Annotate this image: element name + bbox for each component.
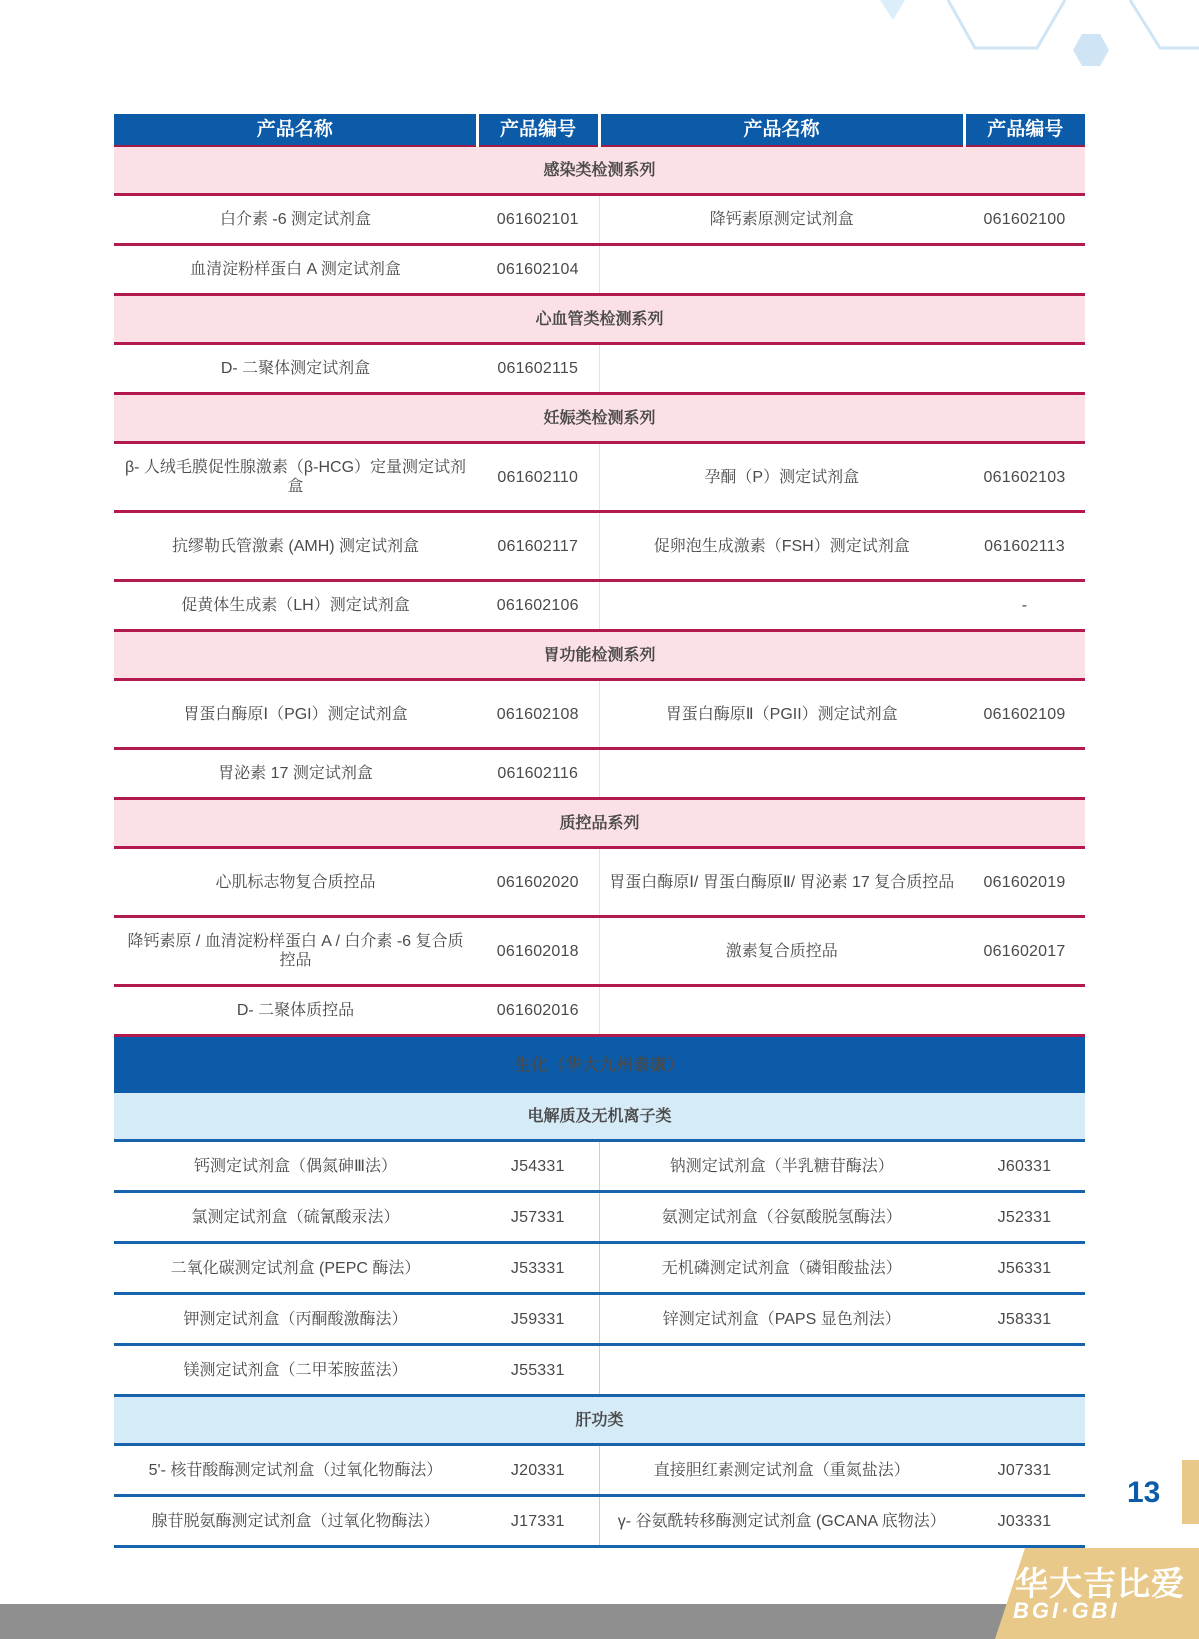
product-code-cell: 061602019 <box>964 848 1085 917</box>
table-header-row <box>114 114 1085 146</box>
product-name-cell: 抗缪勒氏管激素 (AMH) 测定试剂盒 <box>114 512 477 581</box>
product-code-cell <box>964 344 1085 394</box>
product-name-cell: 胃蛋白酶原Ⅰ（PGI）测定试剂盒 <box>114 680 477 749</box>
product-name-cell: 锌测定试剂盒（PAPS 显色剂法） <box>599 1294 964 1345</box>
product-name-cell <box>599 581 964 631</box>
section-header-row <box>114 799 1085 848</box>
section-title: 心血管类检测系列 <box>114 295 1085 344</box>
product-name-cell <box>599 986 964 1036</box>
table-row <box>114 1141 1085 1192</box>
product-code-cell: 061602020 <box>477 848 599 917</box>
product-name-cell: 心肌标志物复合质控品 <box>114 848 477 917</box>
product-code-cell: J60331 <box>964 1141 1085 1192</box>
section-header-row <box>114 295 1085 344</box>
product-name-cell <box>599 245 964 295</box>
product-code-cell: J56331 <box>964 1243 1085 1294</box>
product-name-cell: 二氧化碳测定试剂盒 (PEPC 酶法） <box>114 1243 477 1294</box>
table-row <box>114 749 1085 799</box>
section-header-row <box>114 631 1085 680</box>
table-row <box>114 245 1085 295</box>
product-code-cell: J55331 <box>477 1345 599 1396</box>
product-name-cell: 降钙素原 / 血清淀粉样蛋白 A / 白介素 -6 复合质控品 <box>114 917 477 986</box>
header-product-code: 产品编号 <box>477 114 599 146</box>
section-title: 质控品系列 <box>114 799 1085 848</box>
header-product-code: 产品编号 <box>964 114 1085 146</box>
product-name-cell: 钠测定试剂盒（半乳糖苷酶法） <box>599 1141 964 1192</box>
brand-logo-en: BGI·GBI <box>1013 1598 1120 1623</box>
header-product-name: 产品名称 <box>599 114 964 146</box>
section-title: 妊娠类检测系列 <box>114 394 1085 443</box>
product-name-cell: 血清淀粉样蛋白 A 测定试剂盒 <box>114 245 477 295</box>
section-header-row <box>114 146 1085 195</box>
product-name-cell: 钙测定试剂盒（偶氮砷Ⅲ法） <box>114 1141 477 1192</box>
product-name-cell: 降钙素原测定试剂盒 <box>599 195 964 245</box>
product-name-cell: D- 二聚体质控品 <box>114 986 477 1036</box>
product-name-cell <box>599 344 964 394</box>
table-row <box>114 1243 1085 1294</box>
page-tab-marker <box>1182 1460 1199 1524</box>
section-header-row <box>114 1093 1085 1141</box>
product-code-cell: - <box>964 581 1085 631</box>
product-code-cell: 061602016 <box>477 986 599 1036</box>
product-code-cell <box>964 1345 1085 1396</box>
table-row <box>114 512 1085 581</box>
product-name-cell: γ- 谷氨酰转移酶测定试剂盒 (GCANA 底物法） <box>599 1496 964 1547</box>
product-code-cell: 061602109 <box>964 680 1085 749</box>
product-name-cell: 直接胆红素测定试剂盒（重氮盐法） <box>599 1445 964 1496</box>
table-row <box>114 344 1085 394</box>
product-code-cell: 061602103 <box>964 443 1085 512</box>
product-name-cell: 胃蛋白酶原Ⅱ（PGII）测定试剂盒 <box>599 680 964 749</box>
table-row <box>114 917 1085 986</box>
table-row <box>114 581 1085 631</box>
product-code-cell: J07331 <box>964 1445 1085 1496</box>
product-code-cell: 061602108 <box>477 680 599 749</box>
section-title: 胃功能检测系列 <box>114 631 1085 680</box>
product-name-cell: 钾测定试剂盒（丙酮酸激酶法） <box>114 1294 477 1345</box>
product-code-cell: 061602113 <box>964 512 1085 581</box>
section-header-row <box>114 394 1085 443</box>
product-name-cell: 孕酮（P）测定试剂盒 <box>599 443 964 512</box>
product-name-cell: 促卵泡生成激素（FSH）测定试剂盒 <box>599 512 964 581</box>
product-name-cell <box>599 1345 964 1396</box>
product-code-cell: J58331 <box>964 1294 1085 1345</box>
product-code-cell <box>964 245 1085 295</box>
product-code-cell: J52331 <box>964 1192 1085 1243</box>
product-name-cell: 腺苷脱氨酶测定试剂盒（过氧化物酶法） <box>114 1496 477 1547</box>
product-code-cell: 061602100 <box>964 195 1085 245</box>
category-title: 生化（华大九州泰康） <box>114 1036 1085 1094</box>
section-title: 电解质及无机离子类 <box>114 1093 1085 1141</box>
product-code-cell: 061602017 <box>964 917 1085 986</box>
product-name-cell: 胃蛋白酶原Ⅰ/ 胃蛋白酶原Ⅱ/ 胃泌素 17 复合质控品 <box>599 848 964 917</box>
section-header-row <box>114 1396 1085 1445</box>
section-title: 肝功类 <box>114 1396 1085 1445</box>
product-code-cell: 061602115 <box>477 344 599 394</box>
product-code-cell: 061602101 <box>477 195 599 245</box>
product-code-cell: 061602104 <box>477 245 599 295</box>
product-code-cell: J17331 <box>477 1496 599 1547</box>
table-row <box>114 848 1085 917</box>
product-name-cell: 5'- 核苷酸酶测定试剂盒（过氧化物酶法） <box>114 1445 477 1496</box>
table-row <box>114 1445 1085 1496</box>
table-row <box>114 443 1085 512</box>
product-code-cell: J53331 <box>477 1243 599 1294</box>
table-row <box>114 1496 1085 1547</box>
product-name-cell: 激素复合质控品 <box>599 917 964 986</box>
product-name-cell: 无机磷测定试剂盒（磷钼酸盐法） <box>599 1243 964 1294</box>
table-row <box>114 1294 1085 1345</box>
product-name-cell: 氨测定试剂盒（谷氨酸脱氢酶法） <box>599 1192 964 1243</box>
product-name-cell: 白介素 -6 测定试剂盒 <box>114 195 477 245</box>
page-number: 13 <box>1127 1476 1161 1509</box>
product-code-cell: J03331 <box>964 1496 1085 1547</box>
product-name-cell: D- 二聚体测定试剂盒 <box>114 344 477 394</box>
brand-logo-cn: 华大吉比爱 <box>1015 1565 1185 1602</box>
header-product-name: 产品名称 <box>114 114 477 146</box>
category-title-row <box>114 1036 1085 1094</box>
product-catalog-table <box>114 114 1085 1548</box>
product-name-cell: 胃泌素 17 测定试剂盒 <box>114 749 477 799</box>
product-name-cell: 促黄体生成素（LH）测定试剂盒 <box>114 581 477 631</box>
product-code-cell: J57331 <box>477 1192 599 1243</box>
product-name-cell <box>599 749 964 799</box>
product-code-cell <box>964 986 1085 1036</box>
table-row <box>114 986 1085 1036</box>
product-code-cell: 061602117 <box>477 512 599 581</box>
product-name-cell: β- 人绒毛膜促性腺激素（β-HCG）定量测定试剂盒 <box>114 443 477 512</box>
product-name-cell: 镁测定试剂盒（二甲苯胺蓝法） <box>114 1345 477 1396</box>
product-code-cell: 061602110 <box>477 443 599 512</box>
table-row <box>114 1345 1085 1396</box>
table-row <box>114 680 1085 749</box>
product-code-cell <box>964 749 1085 799</box>
product-code-cell: J20331 <box>477 1445 599 1496</box>
hexagon-decoration <box>0 0 1199 80</box>
table-row <box>114 195 1085 245</box>
product-code-cell: 061602018 <box>477 917 599 986</box>
product-code-cell: 061602116 <box>477 749 599 799</box>
product-code-cell: 061602106 <box>477 581 599 631</box>
product-code-cell: J59331 <box>477 1294 599 1345</box>
product-code-cell: J54331 <box>477 1141 599 1192</box>
product-name-cell: 氯测定试剂盒（硫氰酸汞法） <box>114 1192 477 1243</box>
table-row <box>114 1192 1085 1243</box>
section-title: 感染类检测系列 <box>114 146 1085 195</box>
